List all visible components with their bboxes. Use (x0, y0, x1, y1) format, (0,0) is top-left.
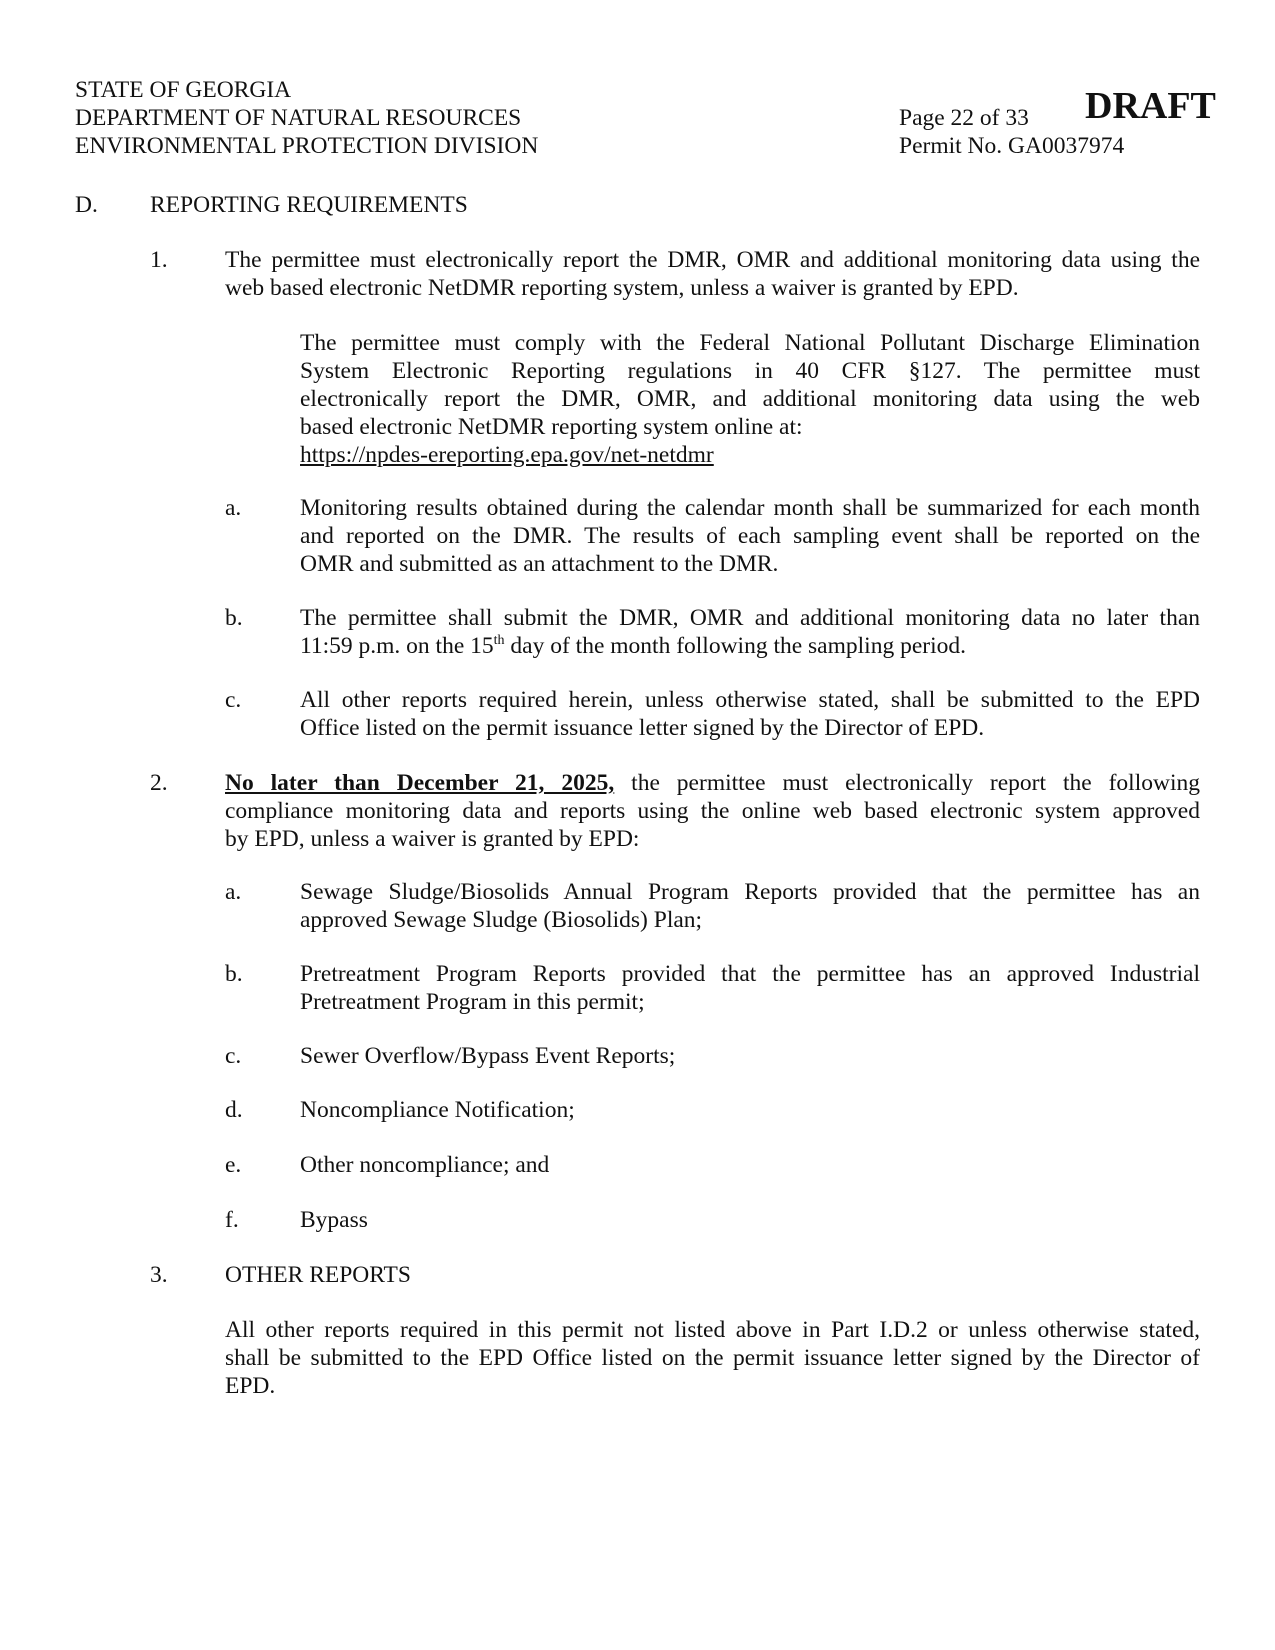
item-1b-text (300, 604, 1200, 660)
item-2-text (225, 769, 1200, 853)
permit-number: Permit No. GA0037974 (899, 133, 1125, 159)
agency-line-1: STATE OF GEORGIA (75, 77, 292, 103)
item-1a-line-2: and reported on the DMR. The results of each sampling event shall be reported on the (300, 523, 1200, 549)
item-2b-label: b. (225, 961, 243, 987)
section-title: REPORTING REQUIREMENTS (150, 192, 468, 218)
draft-stamp: DRAFT (1085, 85, 1216, 127)
item-2f-text: Bypass (300, 1207, 368, 1233)
netdmr-line-4: based electronic NetDMR reporting system online at: (300, 414, 803, 440)
netdmr-paragraph (300, 329, 1200, 469)
item-1c-line-1: All other reports required herein, unless otherwise stated, shall be submitted to the EPD (300, 687, 1200, 713)
item-2d-label: d. (225, 1097, 243, 1123)
section-label: D. (75, 192, 98, 218)
item-2d-text: Noncompliance Notification; (300, 1097, 575, 1123)
item-2-line-1-rest: the permittee must electronically report the following (614, 770, 1200, 796)
item-2a-line-1: Sewage Sludge/Biosolids Annual Program Reports provided that the permittee has an (300, 879, 1200, 905)
item-3-line-2: shall be submitted to the EPD Office listed on the permit issuance letter signed by the Director of (225, 1345, 1200, 1371)
item-1a-label: a. (225, 495, 242, 521)
item-1a-line-1: Monitoring results obtained during the calendar month shall be summarized for each month (300, 495, 1200, 521)
item-1b-line-1: The permittee shall submit the DMR, OMR and additional monitoring data no later than (300, 605, 1200, 631)
item-2b-line-1: Pretreatment Program Reports provided that the permittee has an approved Industrial (300, 961, 1200, 987)
item-2a-label: a. (225, 879, 242, 905)
netdmr-line-1: The permittee must comply with the Federal National Pollutant Discharge Elimination (300, 330, 1200, 356)
item-1-number: 1. (150, 247, 168, 273)
item-2b-line-2: Pretreatment Program in this permit; (300, 989, 645, 1015)
item-1a-line-3: OMR and submitted as an attachment to the DMR. (300, 551, 779, 577)
netdmr-line-2: System Electronic Reporting regulations in 40 CFR §127. The permittee must (300, 358, 1200, 384)
item-1-line-1: The permittee must electronically report the DMR, OMR and additional monitoring data using the (225, 247, 1200, 273)
item-1b-line-2-pre: 11:59 p.m. on the 15 (300, 633, 494, 659)
item-3-number: 3. (150, 1262, 168, 1288)
item-1c-line-2: Office listed on the permit issuance letter signed by the Director of EPD. (300, 715, 985, 741)
item-2c-text: Sewer Overflow/Bypass Event Reports; (300, 1043, 676, 1069)
item-2e-label: e. (225, 1152, 242, 1178)
item-3-text (225, 1316, 1200, 1400)
item-1a-text (300, 494, 1200, 578)
item-1b-line-2-post: day of the month following the sampling period. (504, 633, 966, 659)
item-2a-text (300, 878, 1200, 934)
item-2a-line-2: approved Sewage Sludge (Biosolids) Plan; (300, 907, 703, 933)
agency-line-2: DEPARTMENT OF NATURAL RESOURCES (75, 105, 522, 131)
item-2-line-1 (225, 769, 1200, 797)
item-1c-text (300, 686, 1200, 742)
item-2-line-2: compliance monitoring data and reports using the online web based electronic system approved (225, 798, 1200, 824)
item-2b-text (300, 960, 1200, 1016)
item-1c-label: c. (225, 687, 242, 713)
item-3-line-3: EPD. (225, 1373, 276, 1399)
item-1-line-2: web based electronic NetDMR reporting system, unless a waiver is granted by EPD. (225, 275, 1019, 301)
item-2-line-3: by EPD, unless a waiver is granted by EPD: (225, 826, 640, 852)
page-number: Page 22 of 33 (899, 105, 1029, 131)
item-2f-label: f. (225, 1207, 239, 1233)
item-2e-text: Other noncompliance; and (300, 1152, 550, 1178)
netdmr-url-link[interactable]: https://npdes-ereporting.epa.gov/net-netdmr (300, 442, 714, 468)
netdmr-line-3: electronically report the DMR, OMR, and additional monitoring data using the web (300, 386, 1200, 412)
item-3-title: OTHER REPORTS (225, 1262, 411, 1288)
deadline-date: No later than December 21, 2025, (225, 770, 615, 796)
ordinal-suffix: th (493, 633, 505, 648)
item-1b-line-2 (300, 632, 1200, 660)
item-2c-label: c. (225, 1043, 242, 1069)
item-2-number: 2. (150, 770, 168, 796)
agency-line-3: ENVIRONMENTAL PROTECTION DIVISION (75, 133, 539, 159)
agency-header (75, 76, 538, 160)
item-1b-label: b. (225, 605, 243, 631)
item-3-line-1: All other reports required in this permit not listed above in Part I.D.2 or unless otherwise stated, (225, 1317, 1200, 1343)
item-1-text (225, 246, 1200, 302)
